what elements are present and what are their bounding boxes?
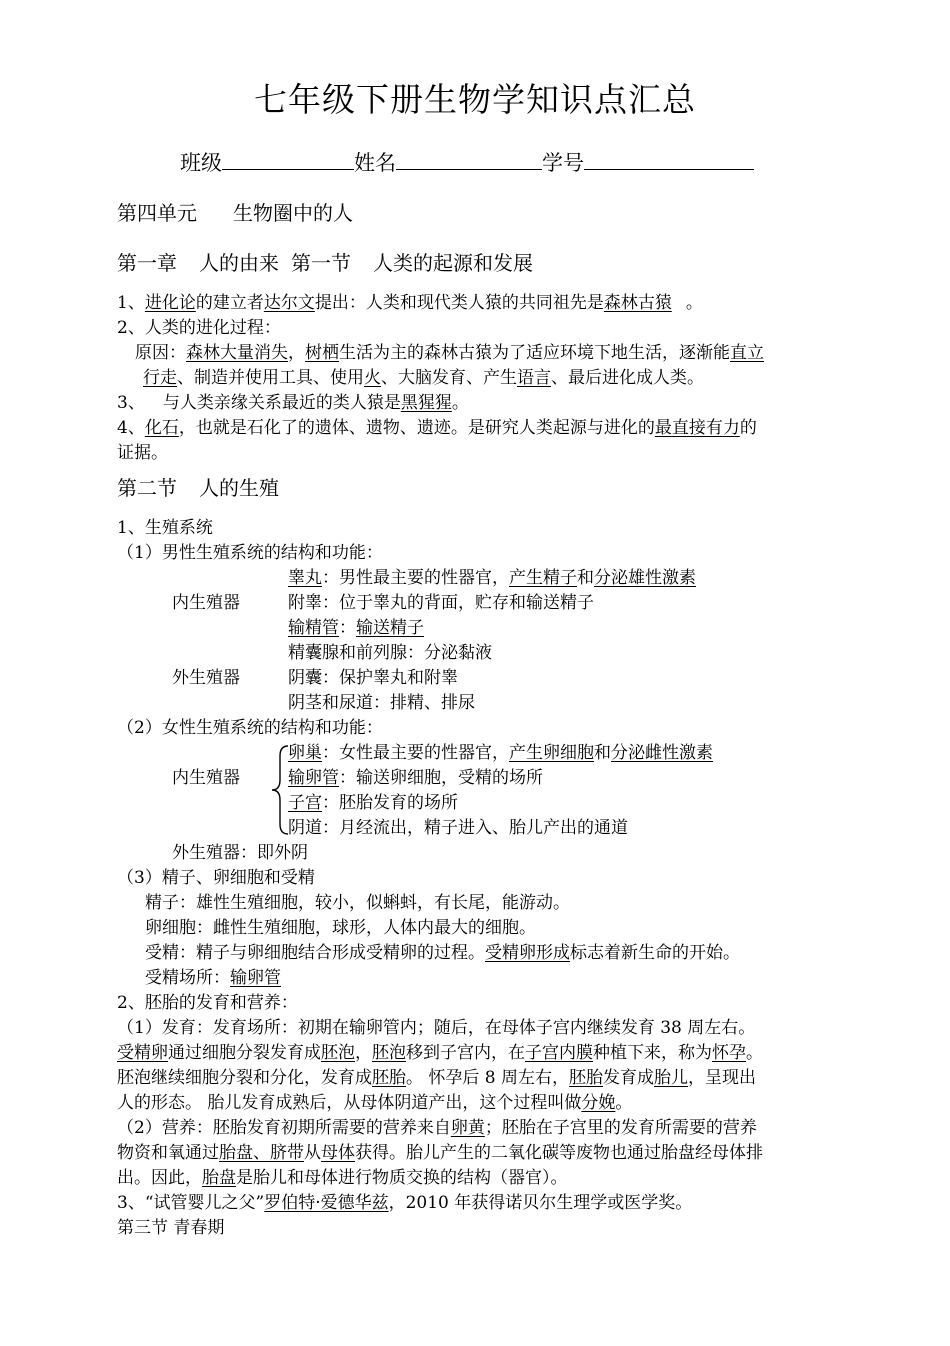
female-ovary — [288, 742, 713, 764]
key-term: 卵巢 — [288, 743, 322, 763]
text: ： — [339, 618, 356, 638]
unit-number: 第四单元 — [117, 201, 197, 225]
student-id-blank[interactable] — [584, 151, 754, 170]
text: ：男性最主要的性器官， — [322, 568, 509, 588]
male-outer-label: 外生殖器 — [172, 668, 240, 688]
paragraph-fossil-line1 — [117, 417, 757, 439]
key-term: 语言 — [517, 368, 551, 388]
key-term: 输卵管 — [230, 968, 281, 988]
male-inner-label: 内生殖器 — [172, 593, 240, 613]
paragraph-cause-line2 — [143, 367, 704, 389]
name-blank[interactable] — [396, 151, 542, 170]
sperm-egg-heading: （3）精子、卵细胞和受精 — [117, 868, 315, 888]
text: 发育成 — [603, 1068, 655, 1088]
female-oviduct — [288, 767, 543, 789]
text: 。 — [746, 1043, 763, 1063]
text: 获得。胎儿产生的二氧化碳等废物也通过胎盘经母体排 — [355, 1143, 763, 1163]
key-term: 产生卵细胞 — [509, 743, 594, 763]
text: 、大脑发育、产生 — [381, 368, 517, 388]
unit-heading — [117, 200, 353, 226]
paragraph-fossil-line2: 证据。 — [117, 443, 168, 463]
development-line3 — [117, 1067, 756, 1089]
key-term: 树栖 — [305, 343, 339, 363]
text: 。 — [615, 1093, 633, 1113]
text: ：女性最主要的性器官， — [322, 743, 509, 763]
female-inner-label: 内生殖器 — [172, 768, 240, 788]
student-info-line — [180, 150, 754, 176]
development-line2 — [117, 1042, 763, 1064]
key-term: 子宫内膜 — [525, 1043, 593, 1063]
key-term: 胎儿 — [654, 1068, 689, 1088]
text: 出。因此， — [117, 1168, 202, 1188]
male-testis — [288, 567, 696, 589]
nutrition-line1 — [117, 1117, 757, 1139]
chapter-heading — [117, 250, 533, 276]
text: 生活为主的森林古猿为了适应环境下地生活，逐渐能 — [339, 343, 730, 363]
key-term: 罗伯特·爱德华兹 — [264, 1193, 389, 1213]
text: ，也就是石化了的遗体、遗物、遗迹。是研究人类起源与进化的 — [178, 418, 655, 438]
key-term: 达尔文 — [263, 293, 315, 313]
fertilization-site — [145, 967, 281, 989]
key-term: 胎盘、脐带 — [219, 1143, 304, 1163]
development-line1: （1）发育：发育场所：初期在输卵管内；随后，在母体子宫内继续发育 38 周左右。 — [117, 1018, 756, 1038]
section-name: 人类的起源和发展 — [373, 251, 533, 275]
male-seminal-prostate: 精囊腺和前列腺：分泌黏液 — [288, 643, 492, 663]
paragraph-evolution-theory — [117, 292, 703, 314]
fertilization-description — [145, 942, 740, 964]
section-name: 人的生殖 — [199, 476, 279, 500]
key-term: 睾丸 — [288, 568, 322, 588]
key-term: 输精管 — [288, 618, 339, 638]
key-term: 卵黄 — [450, 1118, 485, 1138]
section-number: 第二节 — [117, 476, 177, 500]
key-term: 火 — [364, 368, 381, 388]
male-epididymis: 附睾：位于睾丸的背面，贮存和输送精子 — [288, 593, 594, 613]
text: 4、 — [117, 418, 145, 438]
text: ， — [355, 1043, 372, 1063]
text: 受精：精子与卵细胞结合形成受精卵的过程。 — [145, 943, 485, 963]
key-term: 胚泡 — [321, 1043, 355, 1063]
text: 是胎儿和母体进行物质交换的结构（器官）。 — [236, 1168, 568, 1188]
text: 。 — [451, 393, 469, 413]
chapter-number: 第一章 — [117, 251, 177, 275]
text: ，呈现出 — [688, 1068, 757, 1088]
class-label: 班级 — [180, 151, 222, 175]
text: 的建立者 — [195, 293, 264, 313]
paragraph-evolution-process: 2、人类的进化过程： — [117, 318, 281, 338]
text: 人的形态。 胎儿发育成熟后，从母体阴道产出，这个过程叫做 — [117, 1093, 582, 1113]
text: 。 怀孕后 8 周左右， — [406, 1068, 570, 1088]
name-label: 姓名 — [354, 151, 396, 175]
key-term: 输卵管 — [288, 768, 339, 788]
text: 3、 — [117, 393, 145, 413]
key-term: 母体 — [321, 1143, 355, 1163]
male-penis-urethra: 阴茎和尿道：排精、排尿 — [288, 693, 475, 713]
key-term: 受精卵 — [117, 1043, 168, 1063]
text: ：输送卵细胞，受精的场所 — [339, 768, 543, 788]
key-term: 胚胎 — [569, 1068, 604, 1088]
key-term: 受精卵形成 — [485, 943, 570, 963]
male-scrotum: 阴囊：保护睾丸和附睾 — [288, 668, 458, 688]
key-term: 化石 — [144, 418, 179, 438]
key-term: 胚泡 — [372, 1043, 406, 1063]
text: 与人类亲缘关系最近的类人猿是 — [162, 393, 401, 413]
key-term: 胚胎 — [372, 1068, 406, 1088]
female-uterus — [288, 792, 458, 814]
text: 和 — [594, 743, 611, 763]
key-term: 最直接有力 — [654, 418, 740, 438]
text: 、制造并使用工具、使用 — [177, 368, 364, 388]
section-number: 第一节 — [291, 251, 351, 275]
key-term: 子宫 — [288, 793, 322, 813]
text: 胚泡继续细胞分裂和分化，发育成 — [117, 1068, 372, 1088]
text: 通过细胞分裂发育成 — [168, 1043, 321, 1063]
text: 移到子宫内，在 — [406, 1043, 525, 1063]
curly-brace-icon — [268, 744, 290, 836]
section3-heading: 第三节 青春期 — [117, 1218, 225, 1238]
key-term: 输送精子 — [356, 618, 424, 638]
reproductive-system-heading: 1、生殖系统 — [117, 518, 213, 538]
key-term: 胎盘 — [202, 1168, 236, 1188]
text: 1、 — [117, 293, 145, 313]
text: 和 — [577, 568, 594, 588]
male-system-heading: （1）男性生殖系统的结构和功能： — [117, 543, 383, 563]
key-term: 行走 — [143, 368, 177, 388]
key-term: 森林大量消失 — [186, 343, 288, 363]
female-vagina: 阴道：月经流出，精子进入、胎儿产出的通道 — [288, 818, 628, 838]
paragraph-closest-ape — [117, 392, 469, 414]
sperm-description: 精子：雄性生殖细胞，较小，似蝌蚪，有长尾，能游动。 — [145, 893, 570, 913]
text: ， — [288, 343, 305, 363]
female-system-heading: （2）女性生殖系统的结构和功能： — [117, 718, 383, 738]
student-id-label: 学号 — [542, 151, 584, 175]
unit-name: 生物圈中的人 — [233, 201, 353, 225]
text: ，2010 年获得诺贝尔生理学或医学奖。 — [388, 1193, 693, 1213]
text: 物资和氧通过 — [117, 1143, 219, 1163]
text: 的 — [739, 418, 757, 438]
text: 原因： — [135, 343, 186, 363]
key-term: 分娩 — [581, 1093, 616, 1113]
paragraph-cause-line1 — [135, 342, 764, 364]
text: 。 — [685, 293, 703, 313]
key-term: 直立 — [730, 343, 764, 363]
key-term: 森林古猿 — [603, 293, 672, 313]
chapter-name: 人的由来 — [199, 251, 279, 275]
text: 标志着新生命的开始。 — [570, 943, 740, 963]
text: 、最后进化成人类。 — [551, 368, 704, 388]
key-term: 进化论 — [144, 293, 196, 313]
male-vas-deferens — [288, 617, 424, 639]
class-blank[interactable] — [222, 151, 354, 170]
text: 种植下来，称为 — [593, 1043, 712, 1063]
key-term: 分泌雌性激素 — [611, 743, 713, 763]
ivf-line — [117, 1192, 692, 1214]
text: 提出：人类和现代类人猿的共同祖先是 — [314, 293, 604, 313]
section2-heading — [117, 475, 279, 501]
embryo-heading: 2、胚胎的发育和营养： — [117, 993, 298, 1013]
text: 从 — [304, 1143, 321, 1163]
development-line4 — [117, 1092, 632, 1114]
egg-description: 卵细胞：雌性生殖细胞，球形，人体内最大的细胞。 — [145, 918, 536, 938]
text: ；胚胎在子宫里的发育所需要的营养 — [484, 1118, 757, 1138]
nutrition-line3 — [117, 1167, 568, 1189]
text: ：胚胎发育的场所 — [322, 793, 458, 813]
key-term: 产生精子 — [509, 568, 577, 588]
nutrition-line2 — [117, 1142, 763, 1164]
key-term: 黑猩猩 — [400, 393, 452, 413]
key-term: 怀孕 — [712, 1043, 746, 1063]
key-term: 分泌雄性激素 — [594, 568, 696, 588]
page-title: 七年级下册生物学知识点汇总 — [254, 80, 696, 119]
text: 3、“试管婴儿之父” — [117, 1193, 265, 1213]
female-outer: 外生殖器：即外阴 — [172, 843, 308, 863]
text: （2）营养：胚胎发育初期所需要的营养来自 — [117, 1118, 451, 1138]
text: 受精场所： — [145, 968, 230, 988]
